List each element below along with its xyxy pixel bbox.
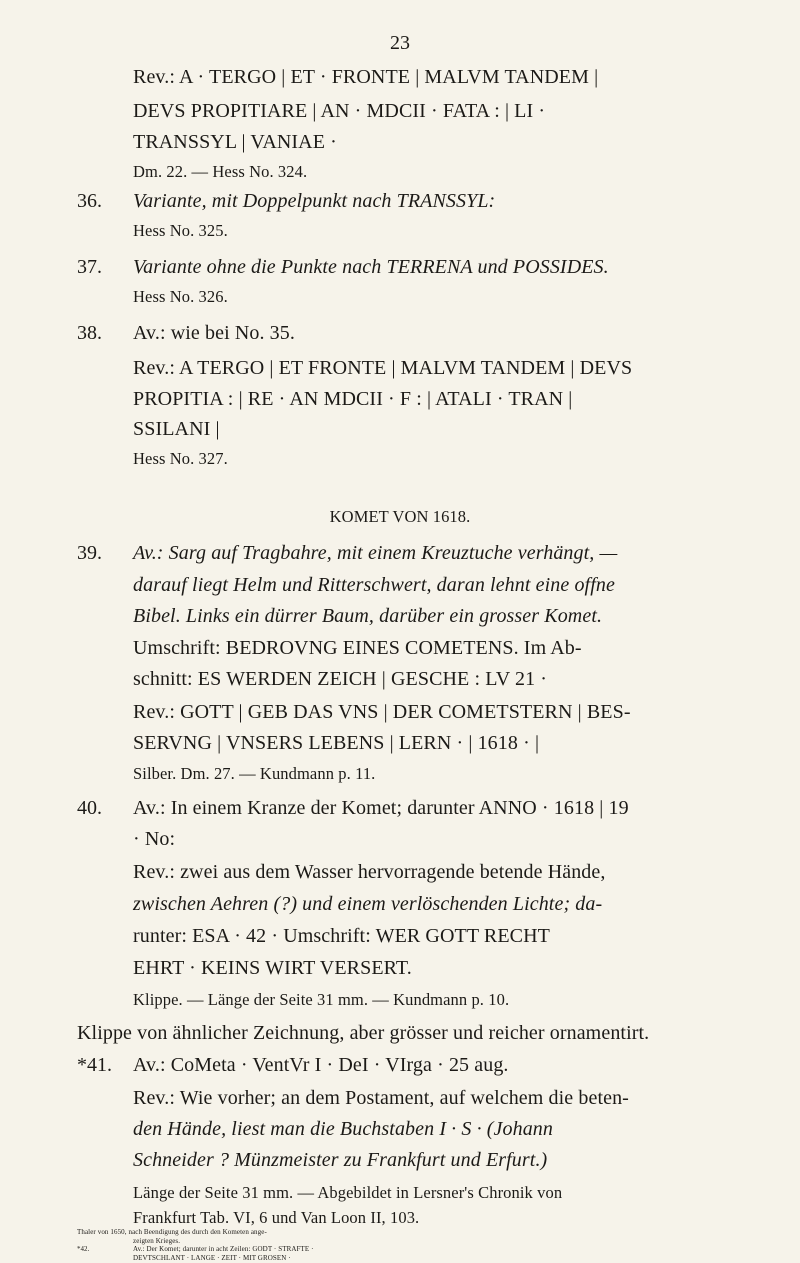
text-line: Av.: Sarg auf Tragbahre, mit einem Kreuztuche verhängt, — bbox=[133, 542, 618, 564]
text-line: Rev.: A · TERGO | ET · FRONTE | MALVM TANDEM | bbox=[133, 66, 599, 88]
section-heading: KOMET VON 1618. bbox=[329, 507, 471, 526]
citation-line: Hess No. 326. bbox=[133, 287, 228, 306]
text-line: Bibel. Links ein dürrer Baum, darüber ein grosser Komet. bbox=[133, 605, 603, 627]
citation-line: Klippe. — Länge der Seite 31 mm. — Kundmann p. 10. bbox=[133, 990, 510, 1009]
citation-line: Hess No. 327. bbox=[133, 449, 228, 468]
entry-number: 39. bbox=[77, 542, 102, 564]
citation-line: Dm. 22. — Hess No. 324. bbox=[133, 162, 308, 181]
text-line: Rev.: GOTT | GEB DAS VNS | DER COMETSTERN | BES- bbox=[133, 701, 631, 723]
citation-line: Frankfurt Tab. VI, 6 und Van Loon II, 103. bbox=[133, 1208, 420, 1227]
text-line: Av.: wie bei No. 35. bbox=[133, 322, 295, 344]
text-line: runter: ESA · 42 · Umschrift: WER GOTT RECHT bbox=[133, 925, 550, 947]
entry-number: 38. bbox=[77, 322, 102, 344]
text-line: Av.: Der Komet; darunter in acht Zeilen: GODT · STRAFTE · bbox=[133, 1245, 314, 1253]
text-line: Thaler von 1650, nach Beendigung des durch den Kometen ange- bbox=[77, 1228, 267, 1236]
text-line: Schneider ? Münzmeister zu Frankfurt und Erfurt.) bbox=[133, 1149, 548, 1171]
entry-number: 36. bbox=[77, 190, 102, 212]
text-line: Klippe von ähnlicher Zeichnung, aber grösser und reicher ornamentirt. bbox=[77, 1022, 650, 1044]
citation-line: Länge der Seite 31 mm. — Abgebildet in Lersner's Chronik von bbox=[133, 1183, 563, 1202]
text-line: Rev.: Wie vorher; an dem Postament, auf welchem die beten- bbox=[133, 1087, 629, 1109]
text-line: DEVS PROPITIARE | AN · MDCII · FATA : | LI · bbox=[133, 100, 546, 122]
text-line: SSILANI | bbox=[133, 418, 220, 440]
text-line: Rev.: A TERGO | ET FRONTE | MALVM TANDEM | DEVS bbox=[133, 357, 633, 379]
citation-line: Silber. Dm. 27. — Kundmann p. 11. bbox=[133, 764, 376, 783]
entry-number: 40. bbox=[77, 797, 102, 819]
text-line: schnitt: ES WERDEN ZEICH | GESCHE : LV 21 · bbox=[133, 668, 548, 690]
text-line: Umschrift: BEDROVNG EINES COMETENS. Im Ab- bbox=[133, 637, 582, 659]
text-line: TRANSSYL | VANIAE · bbox=[133, 131, 337, 153]
text-line: DEVTSCHLANT · LANGE · ZEIT · MIT GROSEN · bbox=[133, 1253, 291, 1262]
text-line: den Hände, liest man die Buchstaben I · S · (Johann bbox=[133, 1118, 554, 1140]
entry-number: *42. bbox=[77, 1245, 90, 1253]
entry-number: *41. bbox=[77, 1054, 112, 1076]
text-line: darauf liegt Helm und Ritterschwert, daran lehnt eine offne bbox=[133, 574, 615, 596]
entry-number: 37. bbox=[77, 256, 102, 278]
text-line: zeigten Krieges. bbox=[133, 1236, 181, 1245]
text-line: Rev.: zwei aus dem Wasser hervorragende betende Hände, bbox=[133, 861, 606, 883]
text-line: · No: bbox=[133, 828, 176, 850]
text-line: PROPITIA : | RE · AN MDCII · F : | ATALI · TRAN | bbox=[133, 388, 573, 410]
text-line: zwischen Aehren (?) und einem verlöschenden Lichte; da- bbox=[133, 893, 603, 915]
text-line: Av.: CoMeta · VentVr I · DeI · VIrga · 25 aug. bbox=[133, 1054, 509, 1076]
citation-line: Hess No. 325. bbox=[133, 221, 228, 240]
text-line: SERVNG | VNSERS LEBENS | LERN · | 1618 · | bbox=[133, 732, 540, 754]
page-number: 23 bbox=[390, 32, 410, 54]
text-line: Av.: In einem Kranze der Komet; darunter ANNO · 1618 | 19 bbox=[133, 797, 629, 819]
text-line: EHRT · KEINS WIRT VERSERT. bbox=[133, 957, 412, 979]
text-line: Variante ohne die Punkte nach TERRENA und POSSIDES. bbox=[133, 256, 609, 278]
text-line: Variante, mit Doppelpunkt nach TRANSSYL: bbox=[133, 190, 496, 212]
